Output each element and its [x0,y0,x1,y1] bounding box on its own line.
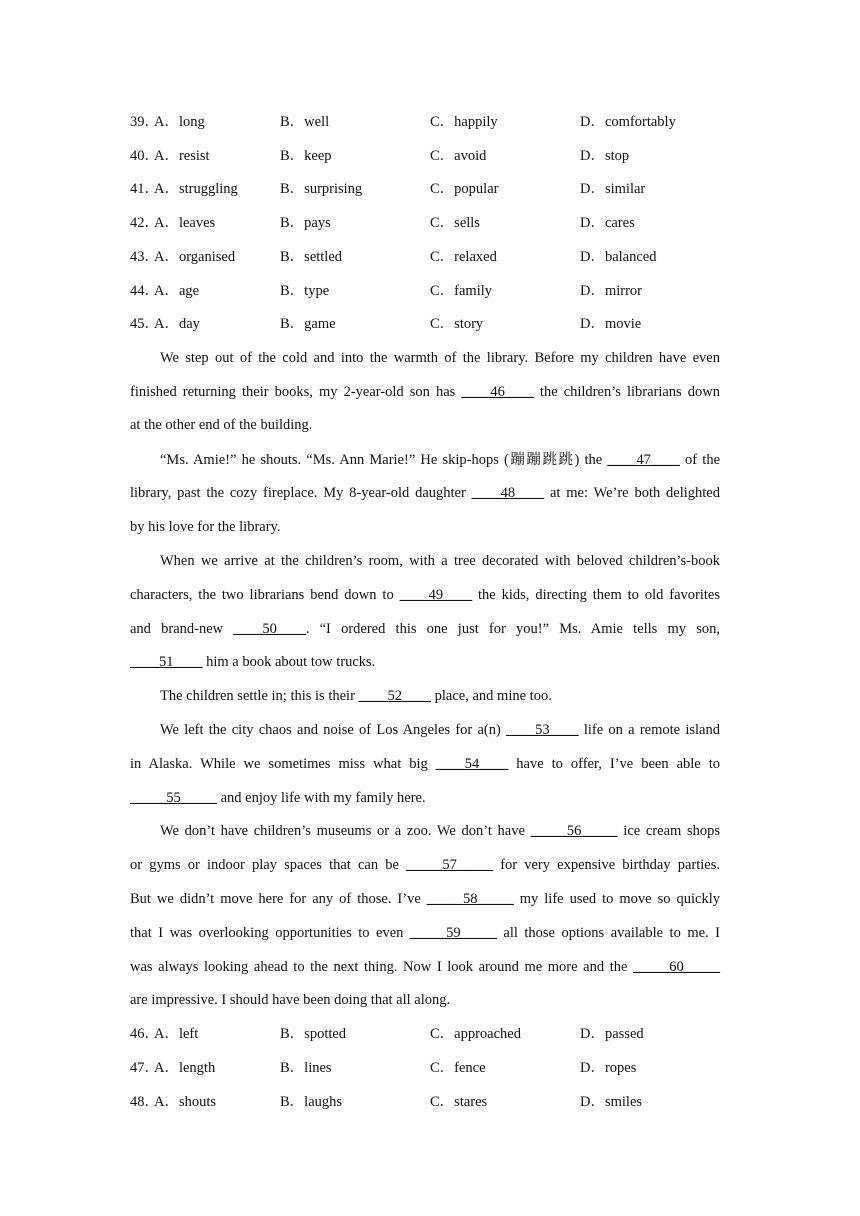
passage-text: . “I ordered this one just for you!” Ms. Amie tells my son, [305,621,720,637]
option-a: A．struggling [154,181,238,197]
option-b: B．well [280,114,330,130]
option-d: D．ropes [580,1060,637,1076]
blank-58: _____58_____ [426,891,514,907]
blank-57: _____57_____ [406,857,494,873]
passage-text: ice cream shops [617,823,720,839]
option-a: A．resist [154,148,210,164]
passage-line [160,450,720,470]
passage-text: place, and mine too. [431,688,552,704]
passage-text: finished returning their books, my 2-year-old son has [130,384,462,400]
option-d: D．passed [580,1026,644,1042]
passage-text: and enjoy life with my family here. [217,790,426,806]
blank-49: ____49____ [399,587,473,603]
passage-text: all those options available to me. I [496,925,720,941]
option-a: A．shouts [154,1094,217,1110]
passage-text: was always looking ahead to the next thing. Now I look around me more and the [130,959,633,975]
passage-line [130,652,720,672]
option-a: A．long [154,114,205,130]
option-b: B．settled [280,249,343,265]
passage-text: at me: We’re both delighted [544,485,720,501]
question-number: 45． [130,316,159,332]
option-c: C．fence [430,1060,486,1076]
passage-line [130,889,720,909]
passage-text: characters, the two librarians bend down to [130,587,400,603]
blank-47: ____47____ [607,452,680,468]
option-a: A．leaves [154,215,216,231]
blank-59: _____59_____ [409,925,497,941]
passage-line [160,686,720,706]
blank-52: ____52____ [358,688,432,704]
blank-56: _____56_____ [530,823,618,839]
passage-text: my life used to move so quickly [513,891,720,907]
passage-line [130,788,720,808]
passage-text: We don’t have children’s museums or a zoo. We don’t have [160,823,531,839]
passage-line [160,348,720,368]
option-d: D．comfortably [580,114,676,130]
passage-text: library, past the cozy fireplace. My 8-year-old daughter [130,485,472,501]
passage-text: But we didn’t move here for any of those. I’ve [130,891,427,907]
passage-text: that I was overlooking opportunities to even [130,925,410,941]
passage-text: We step out of the cold and into the warmth of the library. Before my children have even [160,350,720,366]
passage-line [130,585,720,605]
option-d: D．mirror [580,283,643,299]
passage-text: The children settle in; this is their [160,688,359,704]
blank-48: ____48____ [471,485,545,501]
passage-line [130,483,720,503]
passage-text: or gyms or indoor play spaces that can be [130,857,407,873]
blank-53: ____53____ [506,722,579,738]
option-b: B．spotted [280,1026,347,1042]
option-b: B．keep [280,148,332,164]
passage-text: have to offer, I’ve been able to [508,756,720,772]
blank-50: ____50____ [233,621,306,637]
question-number: 41． [130,181,159,197]
option-b: B．lines [280,1060,332,1076]
option-c: C．relaxed [430,249,497,265]
passage-text: the children’s librarians down [533,384,720,400]
passage-text: life on a remote island [578,722,720,738]
passage-text: and brand-new [130,621,234,637]
passage-text: When we arrive at the children’s room, with a tree decorated with beloved children’s-book [160,553,720,569]
passage-text: are impressive. I should have been doing that all along. [130,992,451,1008]
blank-54: ____54____ [435,756,509,772]
blank-60: _____60_____ [633,959,720,975]
question-number: 43． [130,249,159,265]
question-number: 48． [130,1094,159,1110]
passage-line [130,957,720,977]
blank-51: ____51____ [130,654,203,670]
passage-line [130,415,720,435]
passage-line [130,990,720,1010]
blank-55: _____55_____ [130,790,217,806]
option-c: C．story [430,316,484,332]
option-a: A．organised [154,249,236,265]
passage-line [130,619,720,639]
passage-line [160,720,720,740]
option-d: D．stop [580,148,630,164]
option-b: B．surprising [280,181,363,197]
passage-line [130,382,720,402]
blank-46: ____46____ [461,384,534,400]
option-d: D．similar [580,181,646,197]
option-c: C．stares [430,1094,488,1110]
passage-text: by his love for the library. [130,519,281,535]
option-c: C．avoid [430,148,487,164]
option-b: B．pays [280,215,331,231]
question-number: 39． [130,114,159,130]
passage-line [130,754,720,774]
option-d: D．movie [580,316,642,332]
question-number: 47． [130,1060,159,1076]
option-c: C．approached [430,1026,521,1042]
passage-line [160,551,720,571]
passage-line [160,821,720,841]
option-d: D．cares [580,215,635,231]
option-c: C．happily [430,114,498,130]
passage-text: in Alaska. While we sometimes miss what big [130,756,436,772]
option-c: C．sells [430,215,480,231]
passage-line [130,923,720,943]
passage-line [130,855,720,875]
option-a: A．left [154,1026,199,1042]
option-b: B．type [280,283,330,299]
passage-text: of the [679,452,720,468]
option-a: A．length [154,1060,216,1076]
option-a: A．age [154,283,200,299]
question-number: 40． [130,148,159,164]
passage-text: him a book about tow trucks. [202,654,376,670]
option-b: B．game [280,316,336,332]
option-d: D．balanced [580,249,657,265]
passage-text: “Ms. Amie!” he shouts. “Ms. Ann Marie!” He skip-hops (蹦蹦跳跳) the [160,452,608,468]
passage-text: We left the city chaos and noise of Los Angeles for a(n) [160,722,507,738]
question-number: 42． [130,215,159,231]
passage-text: for very expensive birthday parties. [493,857,721,873]
question-number: 44． [130,283,159,299]
option-c: C．popular [430,181,499,197]
option-a: A．day [154,316,200,332]
option-d: D．smiles [580,1094,643,1110]
option-c: C．family [430,283,493,299]
passage-text: the kids, directing them to old favorites [472,587,720,603]
option-b: B．laughs [280,1094,343,1110]
passage-line [130,517,720,537]
passage-text: at the other end of the building. [130,417,313,433]
question-number: 46． [130,1026,159,1042]
